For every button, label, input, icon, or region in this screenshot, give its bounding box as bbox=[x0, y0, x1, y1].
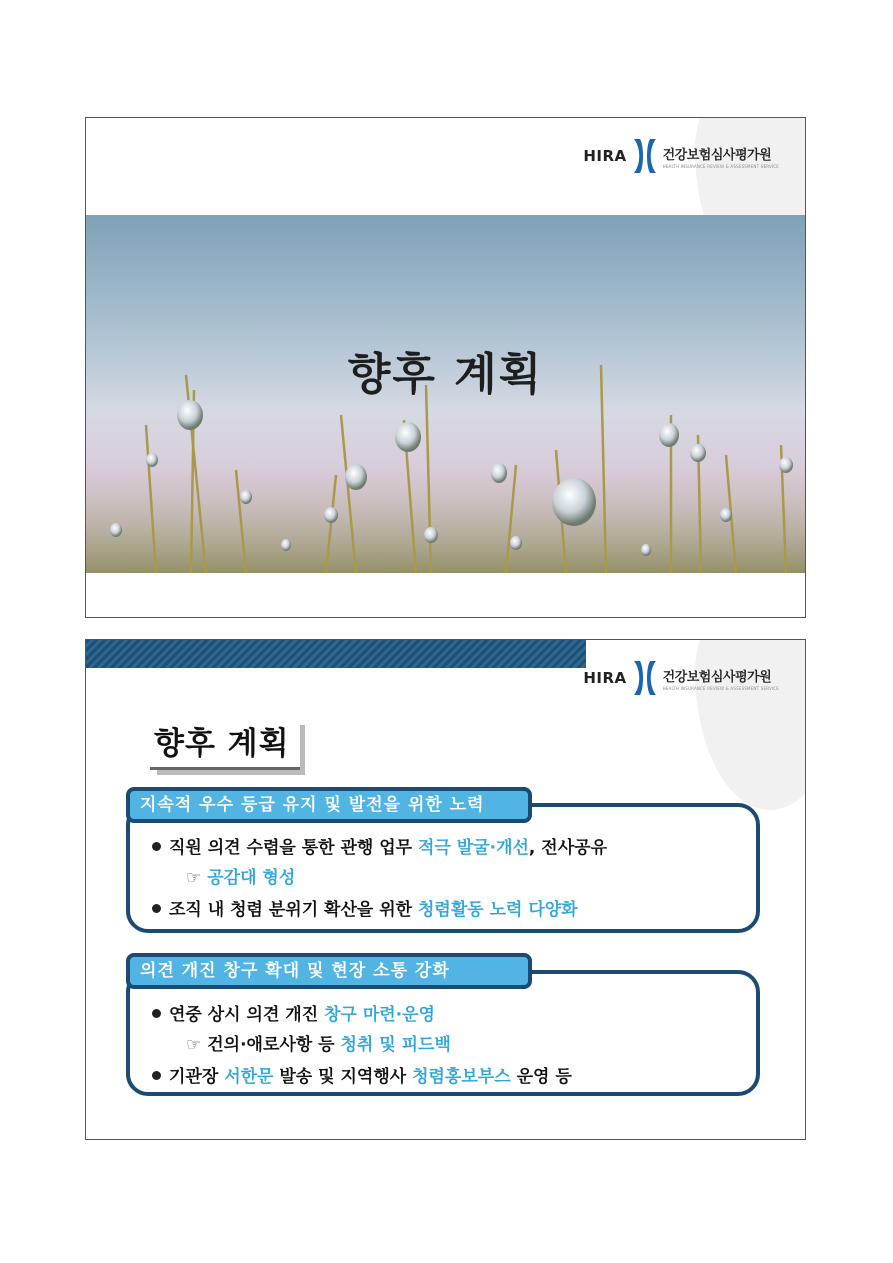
hira-logo bbox=[583, 660, 779, 696]
section-1-subitem bbox=[186, 863, 295, 888]
bullet-icon bbox=[152, 904, 161, 913]
pointing-hand-icon: ☞ bbox=[186, 1035, 202, 1055]
header-stripe bbox=[86, 640, 586, 668]
slide-2-title: 향후 계획 bbox=[150, 718, 300, 770]
slide-2 bbox=[85, 639, 806, 1140]
slide-1 bbox=[85, 117, 806, 618]
item-text: 조직 내 청렴 분위기 확산을 위한 bbox=[169, 900, 418, 920]
bullet-icon bbox=[152, 842, 161, 851]
item-text: , 전사공유 bbox=[528, 838, 607, 858]
item-highlight: 청렴홍보부스 bbox=[412, 1067, 511, 1087]
item-highlight: 공감대 형성 bbox=[207, 868, 296, 888]
bullet-icon bbox=[152, 1071, 161, 1080]
section-1-header: 지속적 우수 등급 유지 및 발전을 위한 노력 bbox=[126, 787, 532, 823]
logo-name-kr: 건강보험심사평가원 bbox=[662, 669, 772, 685]
pointing-hand-icon: ☞ bbox=[186, 868, 202, 888]
hira-x-mark-icon bbox=[631, 138, 659, 174]
item-text: 연중 상시 의견 개진 bbox=[169, 1005, 325, 1025]
item-highlight: 창구 마련·운영 bbox=[324, 1005, 435, 1025]
logo-name-en: HEALTH INSURANCE REVIEW & ASSESSMENT SERVICE bbox=[662, 685, 779, 691]
item-highlight: 청취 및 피드백 bbox=[340, 1035, 451, 1055]
hira-logo bbox=[583, 138, 779, 174]
item-highlight: 서한문 bbox=[224, 1067, 274, 1087]
hira-x-mark-icon bbox=[631, 660, 659, 696]
item-text: 운영 등 bbox=[510, 1067, 572, 1087]
section-2-header: 의견 개진 창구 확대 및 현장 소통 강화 bbox=[126, 953, 532, 989]
section-2-subitem bbox=[186, 1030, 451, 1055]
bullet-icon bbox=[152, 1009, 161, 1018]
item-text: 기관장 bbox=[169, 1067, 225, 1087]
section-2-item-1 bbox=[152, 1000, 435, 1025]
item-text: 건의·애로사항 등 bbox=[207, 1035, 341, 1055]
item-highlight: 적극 발굴·개선 bbox=[418, 838, 529, 858]
logo-abbr: HIRA bbox=[583, 147, 627, 165]
item-text: 발송 및 지역행사 bbox=[273, 1067, 413, 1087]
logo-name-en: HEALTH INSURANCE REVIEW & ASSESSMENT SERVICE bbox=[662, 163, 779, 169]
section-1-item-2 bbox=[152, 895, 578, 920]
section-2-item-2 bbox=[152, 1062, 572, 1087]
item-text: 직원 의견 수렴을 통한 관행 업무 bbox=[169, 838, 418, 858]
slide-1-title: 향후 계획 bbox=[347, 349, 544, 400]
logo-name-kr: 건강보험심사평가원 bbox=[662, 147, 772, 163]
section-1-item-1 bbox=[152, 833, 607, 858]
logo-abbr: HIRA bbox=[583, 669, 627, 687]
item-highlight: 청렴활동 노력 다양화 bbox=[418, 900, 578, 920]
